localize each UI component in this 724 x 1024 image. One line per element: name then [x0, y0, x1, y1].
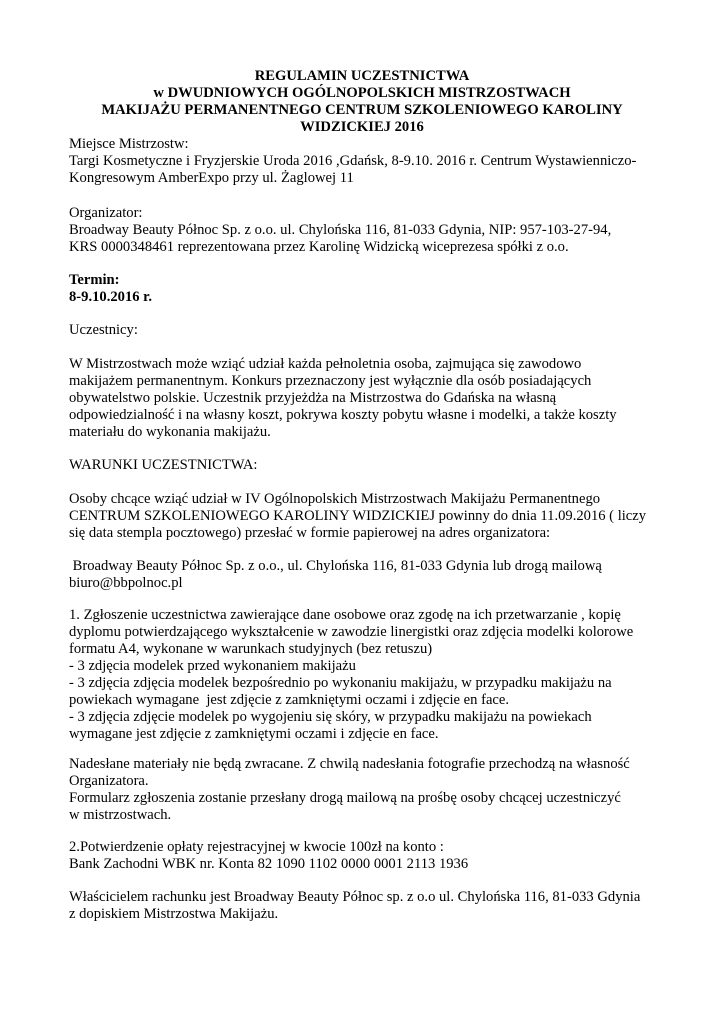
- participants-label-block: [69, 322, 669, 339]
- participants-section: [69, 356, 669, 441]
- conditions-intro-line: się data stempla pocztowego) przesłać w formie papierowej na adres organizatora:: [69, 525, 551, 541]
- point-1-line: formatu A4, wykonane w warunkach studyjnych (bez retuszu): [69, 641, 433, 657]
- venue-section: [69, 136, 669, 187]
- point-2-section: [69, 839, 669, 873]
- term-label: Termin:: [69, 272, 120, 288]
- organizer-label: Organizator:: [69, 205, 143, 221]
- email-address: biuro@bbpolnoc.pl: [69, 575, 183, 591]
- notes-line: Organizatora.: [69, 773, 149, 789]
- title-line-4: WIDZICKIEJ 2016: [300, 119, 424, 135]
- account-owner-section: [69, 889, 669, 923]
- participants-line: materiału do wykonania makijażu.: [69, 424, 271, 440]
- conditions-heading: WARUNKI UCZESTNICTWA:: [69, 457, 258, 473]
- account-owner-line: z dopiskiem Mistrzostwa Makijażu.: [69, 906, 279, 922]
- conditions-heading-block: [69, 457, 669, 474]
- organizer-address: [69, 558, 669, 592]
- title-line-2: w DWUDNIOWYCH OGÓLNOPOLSKICH MISTRZOSTWACH: [153, 85, 571, 101]
- point-1-line: - 3 zdjęcia modelek przed wykonaniem makijażu: [69, 658, 356, 674]
- conditions-intro-line: Osoby chcące wziąć udział w IV Ogólnopolskich Mistrzostwach Makijażu Permanentnego: [69, 491, 601, 507]
- point-1-line: powiekach wymagane jest zdjęcie z zamkniętymi oczami i zdjęcie en face.: [69, 692, 510, 708]
- title-line-3: MAKIJAŻU PERMANENTNEGO CENTRUM SZKOLENIOWEGO KAROLINY: [101, 102, 623, 118]
- account-owner-line: Właścicielem rachunku jest Broadway Beauty Północ sp. z o.o ul. Chylońska 116, 81-033 Gdynia: [69, 889, 641, 905]
- point-1-line: - 3 zdjęcia zdjęcia modelek bezpośrednio po wykonaniu makijażu, w przypadku makijażu na: [69, 675, 612, 691]
- point-2-line: 2.Potwierdzenie opłaty rejestracyjnej w kwocie 100zł na konto :: [69, 839, 444, 855]
- bank-account-line: Bank Zachodni WBK nr. Konta 82 1090 1102 0000 0001 2113 1936: [69, 856, 469, 872]
- title-line-1: REGULAMIN UCZESTNICTWA: [254, 68, 470, 84]
- document-title: [60, 68, 664, 136]
- participants-label: Uczestnicy:: [69, 322, 138, 338]
- participants-line: obywatelstwo polskie. Uczestnik przyjeżdża na Mistrzostwa do Gdańska na własną: [69, 390, 557, 406]
- venue-label: Miejsce Mistrzostw:: [69, 136, 189, 152]
- address-line: Broadway Beauty Północ Sp. z o.o., ul. Chylońska 116, 81-033 Gdynia lub drogą mailową: [69, 558, 602, 574]
- notes-line: w mistrzostwach.: [69, 807, 172, 823]
- point-1-line: 1. Zgłoszenie uczestnictwa zawierające dane osobowe oraz zgodę na ich przetwarzanie , kopię: [69, 607, 621, 623]
- conditions-intro-line: CENTRUM SZKOLENIOWEGO KAROLINY WIDZICKIEJ powinny do dnia 11.09.2016 ( liczy: [69, 508, 647, 524]
- notes-line: Formularz zgłoszenia zostanie przesłany drogą mailową na prośbę osoby chcącej uczestniczyć: [69, 790, 621, 806]
- point-1-line: dyplomu potwierdzającego wykształcenie w zawodzie linergistki oraz zdjęcia modelki kolorowe: [69, 624, 634, 640]
- venue-line: Targi Kosmetyczne i Fryzjerskie Uroda 2016 ,Gdańsk, 8-9.10. 2016 r. Centrum Wystawienniczo-: [69, 153, 637, 169]
- conditions-intro: [69, 491, 669, 542]
- venue-line: Kongresowym AmberExpo przy ul. Żaglowej 11: [69, 170, 354, 186]
- term-value: 8-9.10.2016 r.: [69, 289, 152, 305]
- participants-line: W Mistrzostwach może wziąć udział każda pełnoletnia osoba, zajmująca się zawodowo: [69, 356, 582, 372]
- point-1-line: - 3 zdjęcia zdjęcie modelek po wygojeniu się skóry, w przypadku makijażu na powiekach: [69, 709, 592, 725]
- organizer-section: [69, 205, 669, 256]
- organizer-line: Broadway Beauty Północ Sp. z o.o. ul. Chylońska 116, 81-033 Gdynia, NIP: 957-103-27-94,: [69, 222, 612, 238]
- notes-section: [69, 756, 669, 824]
- participants-line: makijażem permanentnym. Konkurs przeznaczony jest wyłącznie dla osób posiadających: [69, 373, 592, 389]
- notes-line: Nadesłane materiały nie będą zwracane. Z chwilą nadesłania fotografie przechodzą na własność: [69, 756, 630, 772]
- organizer-line: KRS 0000348461 reprezentowana przez Karolinę Widzicką wiceprezesa spółki z o.o.: [69, 239, 569, 255]
- point-1-section: [69, 607, 669, 743]
- participants-line: odpowiedzialność i na własny koszt, pokrywa koszty pobytu własne i modelki, a także koszty: [69, 407, 617, 423]
- term-section: [69, 272, 669, 306]
- point-1-line: wymagane jest zdjęcie z zamkniętymi oczami i zdjęcie en face.: [69, 726, 439, 742]
